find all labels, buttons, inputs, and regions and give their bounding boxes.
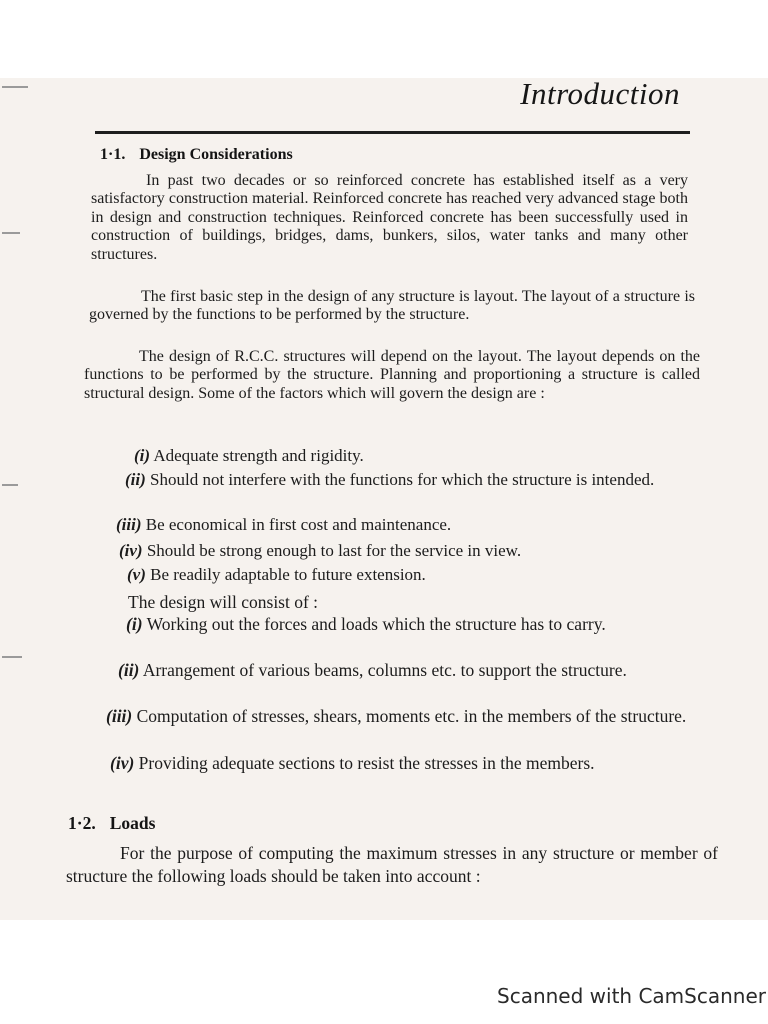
paragraph: For the purpose of computing the maximum stresses in any structure or member of structure the following loads should be taken into account : <box>66 843 718 886</box>
item-marker: (i) <box>134 446 151 465</box>
section-number: 1·1. <box>100 146 126 163</box>
item-marker: (iv) <box>119 541 143 560</box>
header-rule <box>95 131 690 134</box>
camscanner-watermark: Scanned with CamScanner <box>497 984 766 1008</box>
consist-item <box>69 706 712 727</box>
factor-item <box>80 469 700 491</box>
item-marker: (iii) <box>106 706 133 726</box>
paragraph: In past two decades or so reinforced concrete has established itself as a very satisfactory construction material. Reinforced concrete has reached very advanced stage both in design and construction techniques. Reinforced concrete has been successfully used in construction of buildings, bridges, dams, bunkers, silos, water tanks and many other structures. <box>91 172 688 263</box>
paragraph: The design of R.C.C. structures will depend on the layout. The layout depends on the functions to be performed by the structure. Planning and proportioning a structure is called structural design. Some of the factors which will govern the design are : <box>84 348 700 402</box>
item-text: Computation of stresses, shears, moments etc. in the members of the structure. <box>136 706 687 726</box>
item-marker: (iii) <box>116 515 142 534</box>
item-marker: (iv) <box>110 753 135 773</box>
item-text: Working out the forces and loads which the structure has to carry. <box>146 614 606 634</box>
page-header-title: Introduction <box>520 76 680 111</box>
factor-item <box>119 540 704 562</box>
section-title: Design Considerations <box>139 146 293 163</box>
factor-item <box>134 445 694 467</box>
section-heading-loads <box>68 813 155 834</box>
item-text: Adequate strength and rigidity. <box>153 446 364 465</box>
item-text: Arrangement of various beams, columns etc. to support the structure. <box>142 660 627 680</box>
edge-mark <box>2 232 20 234</box>
section-title: Loads <box>109 813 156 833</box>
consist-item <box>69 753 714 774</box>
factor-item <box>116 514 696 536</box>
consist-item <box>70 660 710 681</box>
factor-item <box>127 564 687 586</box>
consist-intro: The design will consist of : <box>128 592 319 612</box>
item-text: Should be strong enough to last for the service in view. <box>146 541 522 560</box>
item-marker: (i) <box>126 614 143 634</box>
item-text: Should not interfere with the functions for which the structure is intended. <box>150 470 655 489</box>
section-heading-design-considerations <box>100 146 293 164</box>
item-marker: (v) <box>127 565 146 584</box>
edge-mark <box>2 484 18 486</box>
item-text: Be readily adaptable to future extension. <box>150 565 426 584</box>
consist-item <box>71 614 707 635</box>
item-marker: (ii) <box>125 470 146 489</box>
item-text: Be economical in first cost and maintenance. <box>145 515 452 534</box>
edge-mark <box>2 86 28 88</box>
item-text: Providing adequate sections to resist the stresses in the members. <box>138 753 595 773</box>
edge-mark <box>2 656 22 658</box>
paragraph: The first basic step in the design of any structure is layout. The layout of a structure is governed by the functions to be performed by the structure. <box>89 288 695 324</box>
item-marker: (ii) <box>118 660 140 680</box>
section-number: 1·2. <box>68 813 96 833</box>
